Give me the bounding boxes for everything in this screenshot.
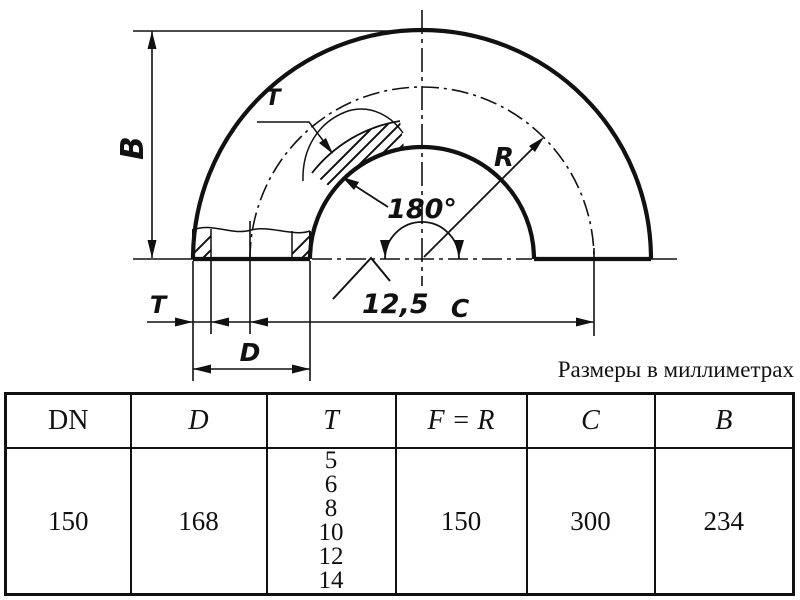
t-arrow-right — [211, 318, 229, 327]
label-angle: 180° — [387, 194, 457, 225]
label-b: B — [115, 136, 151, 160]
c-arrow-left — [250, 318, 268, 327]
header-dn: DN — [6, 394, 131, 449]
units-note: Размеры в миллиметрах — [557, 357, 794, 382]
table-data-row — [6, 448, 794, 595]
label-c: C — [450, 294, 470, 323]
t-leader-arrowhead — [319, 138, 333, 154]
t-value: 12 — [318, 543, 344, 570]
d-arrow-left — [193, 365, 211, 374]
dimensions-table — [4, 392, 795, 596]
t-value: 8 — [324, 495, 338, 522]
t-value: 6 — [324, 471, 338, 498]
label-d: D — [239, 338, 261, 367]
angle-arrow-left — [380, 240, 390, 257]
t-opposing-arrowhead — [342, 177, 359, 190]
label-t-upper: T — [265, 86, 281, 111]
t-value: 5 — [324, 447, 338, 474]
header-f-r: F = R — [396, 394, 527, 449]
label-roughness: 12,5 — [362, 289, 429, 320]
table-header-row — [6, 394, 794, 449]
header-b: B — [655, 394, 794, 449]
angle-arrow-right — [454, 240, 464, 257]
c-arrow-right — [576, 318, 594, 327]
label-r: R — [493, 143, 515, 173]
header-d: D — [131, 394, 267, 449]
t-value: 14 — [318, 567, 344, 594]
t-value: 10 — [318, 519, 344, 546]
header-c: C — [527, 394, 655, 449]
cell-d: 168 — [131, 448, 267, 595]
cell-t — [267, 448, 396, 595]
label-t-lower: T — [149, 291, 167, 319]
t-arrow-left — [175, 318, 193, 327]
b-arrow-down — [148, 240, 157, 258]
b-arrow-up — [148, 31, 157, 49]
cell-c: 300 — [527, 448, 655, 595]
cell-dn: 150 — [6, 448, 131, 595]
cell-b: 234 — [655, 448, 794, 595]
cutaway-hatching — [295, 115, 457, 205]
cell-f-r: 150 — [396, 448, 527, 595]
d-arrow-right — [292, 365, 310, 374]
header-t: T — [267, 394, 396, 449]
t-leader-line — [257, 122, 331, 151]
